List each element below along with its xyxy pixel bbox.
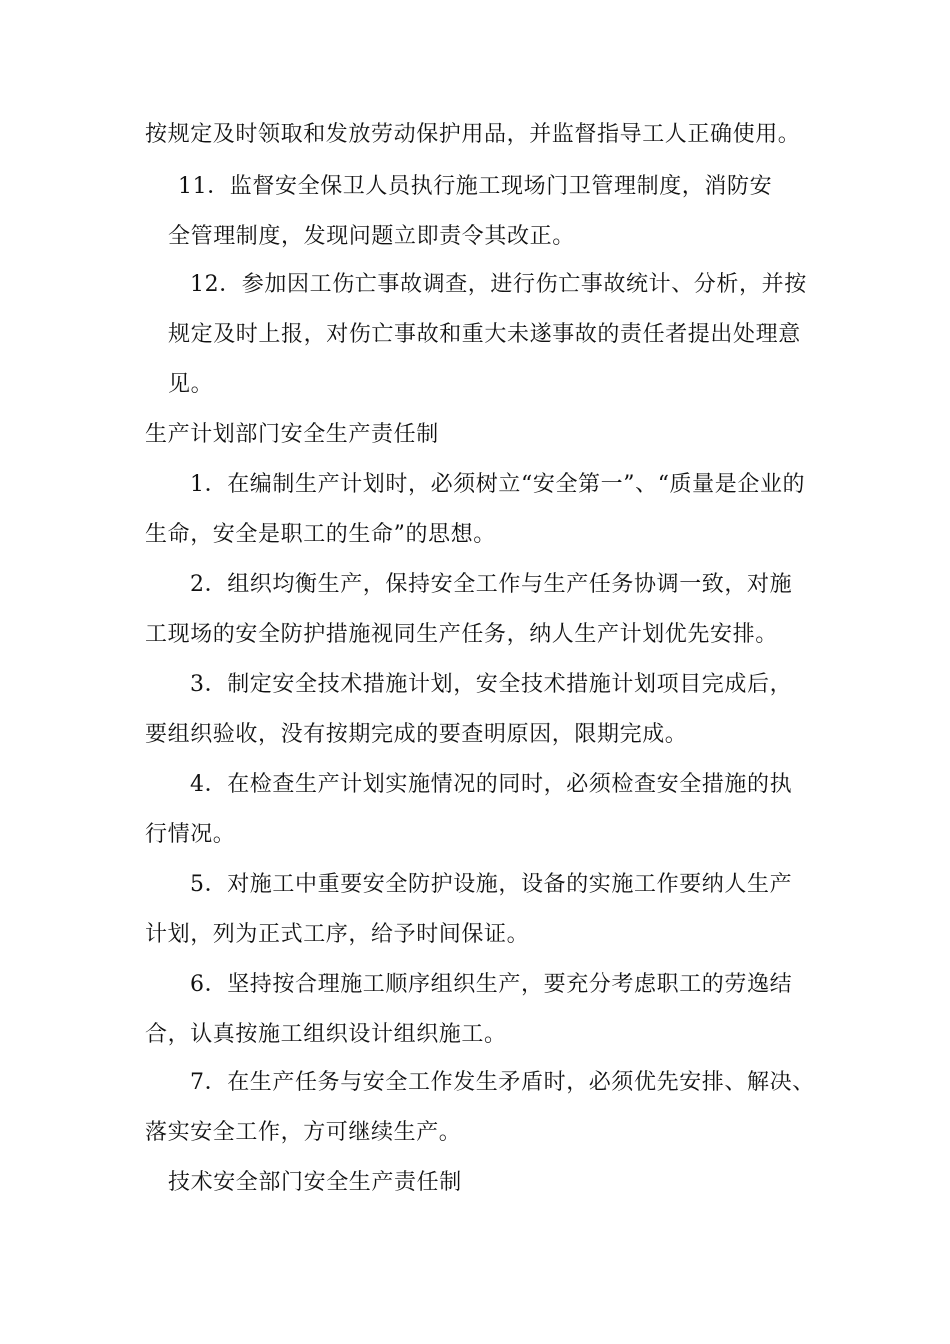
list-item-4-line-1: 4．在检查生产计划实施情况的同时，必须检查安全措施的执: [190, 772, 793, 797]
list-item-2-line-2: 工现场的安全防护措施视同生产任务，纳人生产计划优先安排。: [145, 622, 778, 647]
list-item-7-line-2: 落实安全工作，方可继续生产。: [145, 1120, 462, 1145]
list-item-4-line-2: 行情况。: [145, 822, 236, 847]
list-item-1-line-1: 1．在编制生产计划时，必须树立“安全第一”、“质量是企业的: [190, 472, 806, 497]
list-item-11-line-2: 全管理制度，发现问题立即责令其改正。: [168, 224, 575, 249]
list-item-3-line-2: 要组织验收，没有按期完成的要查明原因，限期完成。: [145, 722, 688, 747]
list-item-6-line-1: 6．坚持按合理施工顺序组织生产，要充分考虑职工的劳逸结: [190, 972, 793, 997]
text-line: 按规定及时领取和发放劳动保护用品，并监督指导工人正确使用。: [145, 122, 801, 147]
list-item-3-line-1: 3．制定安全技术措施计划，安全技术措施计划项目完成后，: [190, 672, 793, 697]
list-item-2-line-1: 2．组织均衡生产，保持安全工作与生产任务协调一致，对施: [190, 572, 793, 597]
list-item-5-line-2: 计划，列为正式工序，给予时间保证。: [145, 922, 530, 947]
list-item-1-line-2: 生命，安全是职工的生命”的思想。: [145, 522, 496, 547]
list-item-12-line-1: 12．参加因工伤亡事故调查，进行伤亡事故统计、分析，并按: [190, 272, 807, 297]
list-item-6-line-2: 合，认真按施工组织设计组织施工。: [145, 1022, 507, 1047]
list-item-12-line-3: 见。: [168, 372, 214, 397]
section-heading-technical-safety: 技术安全部门安全生产责任制: [168, 1170, 462, 1195]
list-item-5-line-1: 5．对施工中重要安全防护设施，设备的实施工作要纳人生产: [190, 872, 793, 897]
list-item-11-line-1: 11．监督安全保卫人员执行施工现场门卫管理制度，消防安: [178, 174, 773, 199]
list-item-12-line-2: 规定及时上报，对伤亡事故和重大未遂事故的责任者提出处理意: [168, 322, 801, 347]
section-heading-production-planning: 生产计划部门安全生产责任制: [145, 422, 439, 447]
list-item-7-line-1: 7．在生产任务与安全工作发生矛盾时，必须优先安排、解决、: [190, 1070, 815, 1095]
